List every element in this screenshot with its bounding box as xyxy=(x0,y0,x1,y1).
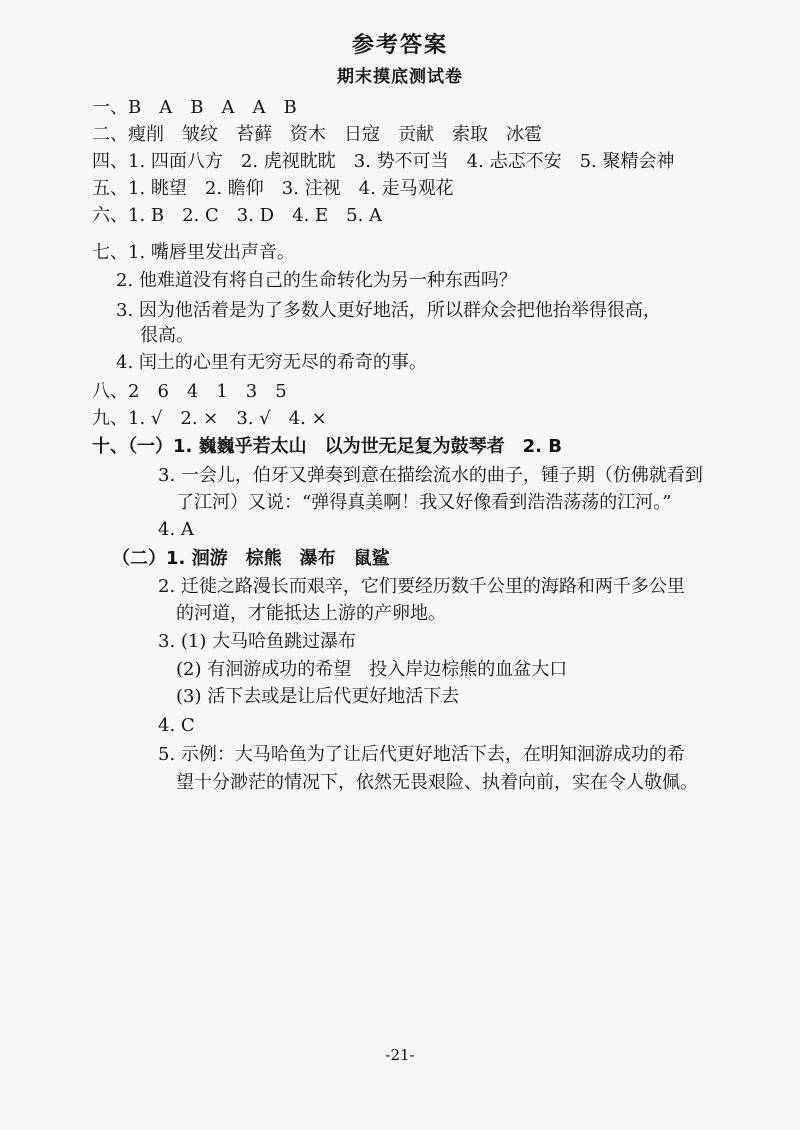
answer-line-7-1: 七、1. 嘴唇里发出声音。 xyxy=(92,242,295,263)
answer-line-8: 八、2 6 4 1 3 5 xyxy=(92,381,287,402)
answer-line-1: 一、B A B A A B xyxy=(92,97,297,118)
answer-line-9: 九、1. √ 2. × 3. √ 4. × xyxy=(92,408,327,429)
answer-line-2: 二、瘦削 皱纹 苔藓 资木 日寇 贡献 索取 冰雹 xyxy=(92,124,542,145)
answer-line-10-2-5: 5. 示例：大马哈鱼为了让后代更好地活下去，在明知洄游成功的希 xyxy=(158,744,685,765)
answer-line-7-3-cont: 很高。 xyxy=(140,325,194,346)
answer-line-10-3-cont: 了江河）又说：“弹得真美啊！我又好像看到浩浩荡荡的江河。” xyxy=(176,492,672,513)
answer-line-10-2-3-3: (3) 活下去或是让后代更好地活下去 xyxy=(176,686,460,707)
answer-line-10-4: 4. A xyxy=(158,519,194,540)
page-title: 参考答案 xyxy=(351,33,448,58)
answer-line-7-2: 2. 他难道没有将自己的生命转化为另一种东西吗？ xyxy=(116,270,517,291)
answer-line-10-2-5-cont: 望十分渺茫的情况下，依然无畏艰险、执着向前，实在令人敬佩。 xyxy=(176,772,698,793)
answer-line-10-2-3-1: 3. (1) 大马哈鱼跳过瀑布 xyxy=(158,631,357,652)
answer-line-7-3: 3. 因为他活着是为了多数人更好地活，所以群众会把他抬举得很高， xyxy=(116,300,661,321)
page-number: -21- xyxy=(385,1046,415,1064)
answer-line-10-1: 十、（一）1. 巍巍乎若太山 以为世无足复为鼓琴者 2. B xyxy=(92,436,562,457)
answer-line-10-2-2: 2. 迁徙之路漫长而艰辛，它们要经历数千公里的海路和两千多公里 xyxy=(158,576,685,597)
answer-line-10-3: 3. 一会儿，伯牙又弹奏到意在描绘流水的曲子，锺子期（仿佛就看到 xyxy=(158,465,703,486)
answer-line-5: 五、1. 眺望 2. 瞻仰 3. 注视 4. 走马观花 xyxy=(92,178,454,199)
answer-line-4: 四、1. 四面八方 2. 虎视眈眈 3. 势不可当 4. 忐忑不安 5. 聚精会神 xyxy=(92,151,675,172)
answer-line-10-2-2-cont: 的河道，才能抵达上游的产卵地。 xyxy=(176,603,446,624)
answer-line-10-2-4: 4. C xyxy=(158,715,195,736)
answer-line-10-2-1: （二）1. 洄游 棕熊 瀑布 鼠鲨 xyxy=(112,548,390,569)
page-subtitle: 期末摸底测试卷 xyxy=(337,67,463,87)
answer-line-6: 六、1. B 2. C 3. D 4. E 5. A xyxy=(92,205,383,226)
answer-line-7-4: 4. 闰土的心里有无穷无尽的希奇的事。 xyxy=(116,352,427,373)
answer-line-10-2-3-2: (2) 有洄游成功的希望 投入岸边棕熊的血盆大口 xyxy=(176,659,568,680)
